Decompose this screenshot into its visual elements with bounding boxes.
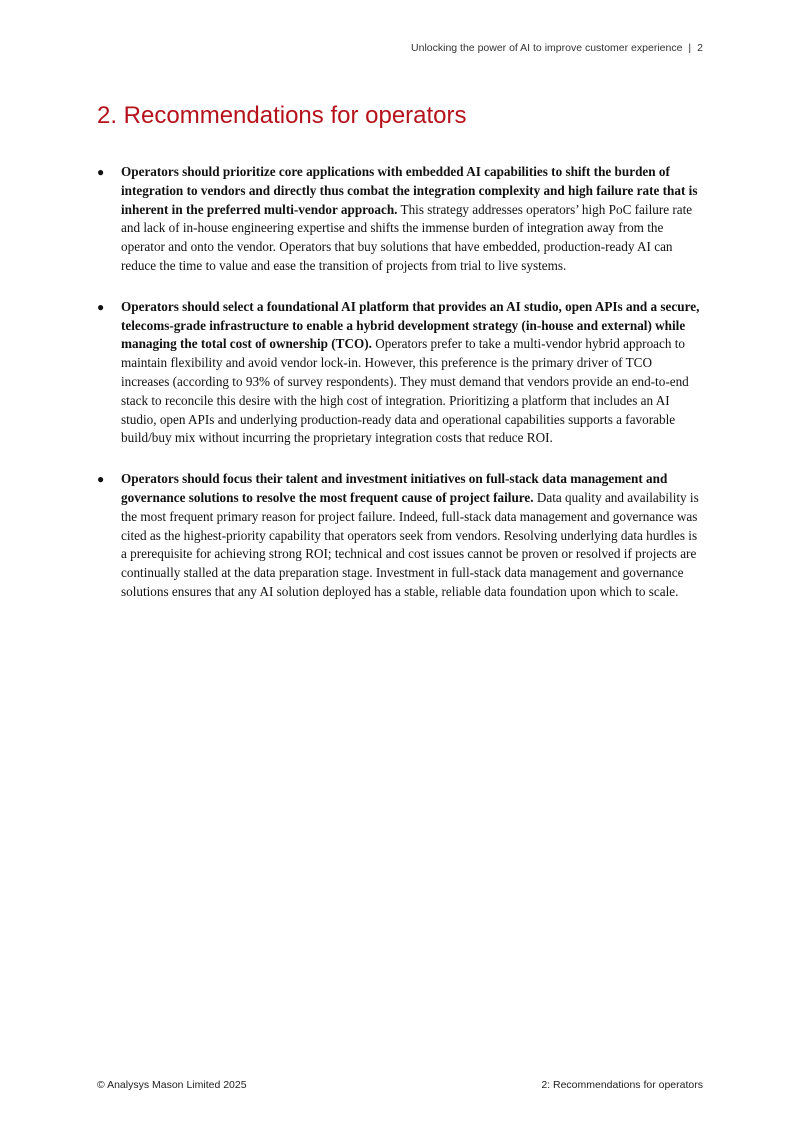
recommendation-lead: Operators should select a foundational AI platform that provides an AI studio, open APIs and a secure, telecoms-grade infrastructure to enable a hybrid development strategy (in-house and external) while managing the total cost of ownership (TCO). [121, 298, 700, 352]
recommendation-body: This strategy addresses operators’ high PoC failure rate and lack of in-house engineering expertise and shifts the immense burden of integration away from the operator and onto the vendor. Operators that buy solutions that have embedded, production-ready AI can reduce the time to value and ease the transition of projects from trial to live systems. [121, 201, 693, 273]
recommendations-list [97, 163, 703, 624]
running-header-separator: | [688, 42, 692, 54]
bullet-icon: ● [97, 165, 105, 179]
recommendation-item-2 [97, 298, 703, 448]
footer-copyright: © Analysys Mason Limited 2025 [97, 1079, 247, 1091]
recommendation-body: Data quality and availability is the most frequent primary reason for project failure. Indeed, full-stack data management and governance was cited as the highest-priority capability that operators seek from vendors. Resolving underlying data hurdles is a prerequisite for achieving strong ROI; technical and cost issues cannot be proven or resolved if projects are continually stalled at the data preparation stage. Investment in full-stack data management and governance solutions ensures that any AI solution deployed has a stable, reliable data foundation upon which to scale. [121, 489, 699, 599]
bullet-icon: ● [97, 472, 105, 487]
recommendation-item-1 [97, 163, 703, 276]
footer-section-label: 2: Recommendations for operators [541, 1079, 703, 1091]
page-number: 2 [697, 42, 703, 54]
recommendation-lead: Operators should prioritize core applications with embedded AI capabilities to shift the burden of integration to vendors and directly thus combat the integration complexity and high failure rate that is inherent in the preferred multi-vendor approach. [121, 164, 698, 217]
recommendation-item-3 [97, 470, 703, 602]
section-title: 2. Recommendations for operators [97, 102, 467, 129]
running-header [411, 42, 703, 54]
recommendation-body: Operators prefer to take a multi-vendor hybrid approach to maintain flexibility and avoid vendor lock-in. However, this preference is the primary driver of TCO increases (according to 93% of survey respondents). They must demand that vendors provide an end-to-end stack to reconcile this desire with the high cost of integration. Prioritizing a platform that includes an AI studio, open APIs and underlying production-ready data and operational capabilities supports a favorable build/buy mix without incurring the proprietary integration costs that reduce ROI. [121, 336, 689, 446]
bullet-icon: ● [97, 299, 105, 314]
recommendation-lead: Operators should focus their talent and investment initiatives on full-stack data management and governance solutions to resolve the most frequent cause of project failure. [121, 471, 668, 505]
running-header-title: Unlocking the power of AI to improve customer experience [411, 42, 683, 54]
